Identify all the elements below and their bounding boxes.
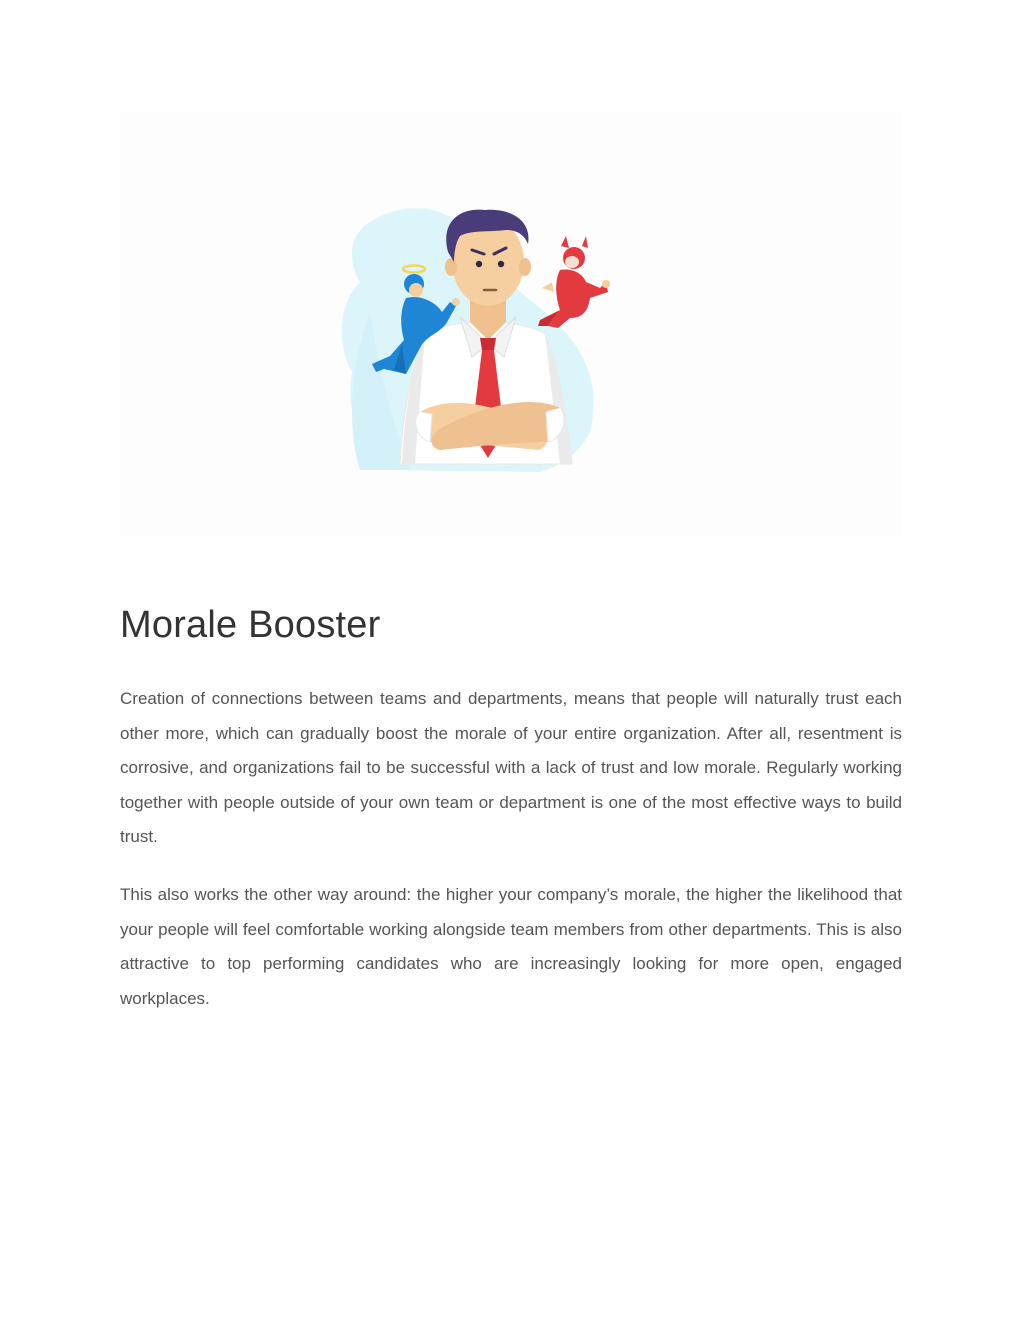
angel-devil-businessman-icon [120, 112, 902, 536]
tie [480, 338, 496, 350]
devil-body [548, 270, 608, 329]
article-paragraph-2: This also works the other way around: the higher your company’s morale, the higher the likelihood that your people will feel comfortable working alongside team members from other departments. This is also attractive to top performing candidates who are increasingly looking for more open, engaged workplaces. [120, 885, 902, 1008]
article-title: Morale Booster [120, 604, 381, 646]
illustration-frame [120, 112, 902, 536]
article-paragraph-1: Creation of connections between teams and departments, means that people will naturally trust each other more, which can gradually boost the morale of your entire organization. After all, resentment is corrosive, and organizations fail to be successful with a lack of trust and low morale. Regularly working together with people outside of your own team or department is one of the most effective ways to build trust. [120, 689, 902, 846]
